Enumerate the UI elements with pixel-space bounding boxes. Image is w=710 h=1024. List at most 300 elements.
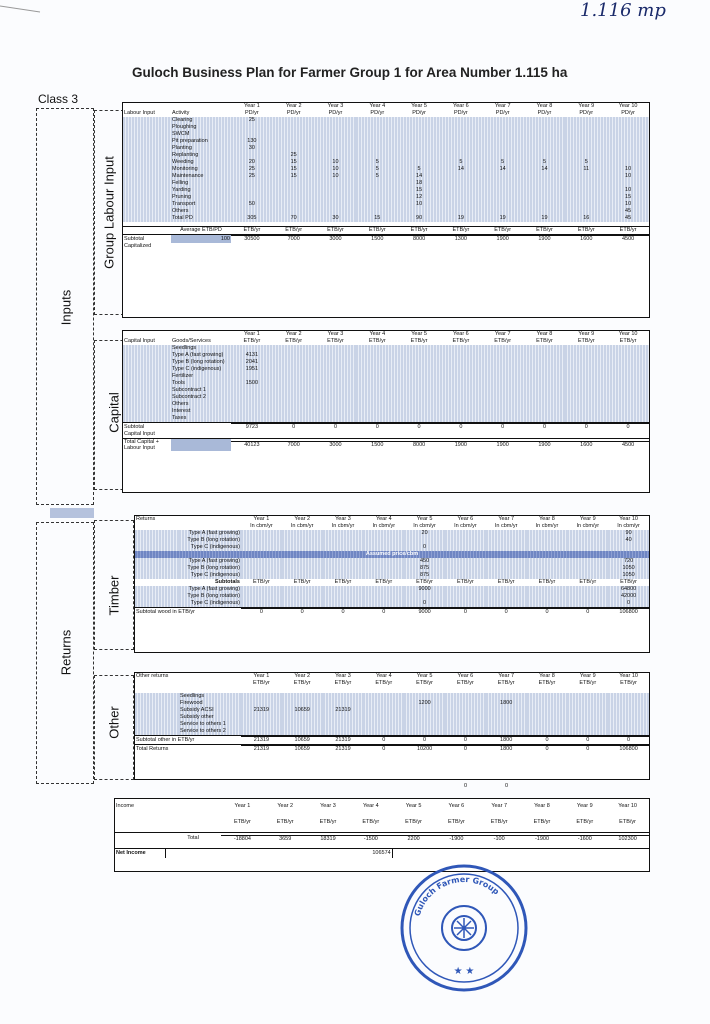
value-cell	[445, 558, 486, 565]
value-cell: 102300	[606, 835, 649, 843]
unit-header: ETB/yr	[447, 819, 465, 826]
returns-label: Returns	[58, 629, 74, 676]
value-cell: 10	[607, 187, 649, 194]
value-cell	[282, 728, 323, 736]
value-cell: 1050	[608, 565, 649, 572]
value-cell	[608, 700, 649, 707]
year-header: Year 6	[448, 802, 465, 809]
value-cell: 9000	[404, 609, 445, 617]
value-cell	[323, 600, 364, 608]
value-cell	[323, 593, 364, 600]
value-cell	[524, 408, 566, 415]
table-row	[135, 707, 649, 714]
unit-header: ETB/yr	[579, 680, 597, 687]
value-cell	[524, 352, 566, 359]
unit-header: ETB/yr	[285, 338, 303, 345]
value-cell: 10	[607, 173, 649, 180]
value-cell: 21319	[241, 737, 282, 745]
value-cell	[273, 180, 315, 187]
value-cell: 0	[363, 746, 404, 754]
value-cell: 7000	[273, 236, 315, 244]
unit-header: ETB/yr	[243, 338, 261, 345]
value-cell: 450	[404, 558, 445, 565]
value-cell	[315, 345, 357, 352]
value-cell	[608, 728, 649, 736]
year-header: Year 9	[578, 103, 595, 110]
timber-subtotals-label: Subtotals	[214, 579, 240, 586]
value-cell	[398, 159, 440, 166]
value-cell	[527, 572, 568, 579]
value-cell	[527, 721, 568, 728]
row-label: Type B (long rotation)	[179, 537, 241, 544]
value-cell	[607, 124, 649, 131]
value-cell: 0	[608, 737, 649, 745]
value-cell	[445, 537, 486, 544]
value-cell	[486, 565, 527, 572]
value-cell	[440, 180, 482, 187]
value-cell	[273, 124, 315, 131]
value-cell: 0	[565, 424, 607, 432]
table-row	[123, 380, 649, 387]
value-cell: 30500	[231, 236, 273, 244]
value-cell	[273, 408, 315, 415]
unit-header: In cbm/yr	[413, 523, 436, 530]
value-cell	[607, 387, 649, 394]
value-cell	[282, 600, 323, 608]
table-row	[123, 187, 649, 194]
value-cell	[486, 707, 527, 714]
value-cell	[404, 714, 445, 721]
value-cell	[282, 572, 323, 579]
value-cell	[440, 359, 482, 366]
labour-corner: Labour Input	[124, 110, 155, 117]
value-cell: 0	[445, 737, 486, 745]
value-cell: 0	[607, 424, 649, 432]
unit-header: ETB/yr	[538, 579, 556, 586]
unit-header: ETB/yr	[293, 680, 311, 687]
table-row	[123, 345, 649, 352]
value-cell	[363, 600, 404, 608]
unit-header: ETB/yr	[577, 338, 595, 345]
value-cell: 106800	[608, 746, 649, 754]
value-cell	[356, 194, 398, 201]
year-header: Year 2	[294, 516, 311, 523]
value-cell: 4131	[231, 352, 273, 359]
value-cell	[282, 586, 323, 593]
value-cell: 0	[527, 609, 568, 617]
value-cell: 50	[231, 201, 273, 208]
value-cell: 10	[315, 173, 357, 180]
row-label: Service to others 1	[179, 721, 241, 728]
value-cell: 1800	[486, 746, 527, 754]
value-cell: 4500	[607, 442, 649, 450]
year-header: Year 5	[416, 516, 433, 523]
value-cell: 0	[315, 424, 357, 432]
table-row	[135, 544, 649, 551]
table-row	[123, 401, 649, 408]
year-header: Year 9	[576, 802, 593, 809]
value-cell: 0	[363, 737, 404, 745]
row-label: Type A (fast growing)	[179, 530, 241, 537]
value-cell: 5	[565, 159, 607, 166]
value-cell	[607, 380, 649, 387]
year-header: Year 8	[534, 802, 550, 809]
row-label: Others	[171, 208, 231, 215]
value-cell	[486, 593, 527, 600]
value-cell: 1900	[524, 236, 566, 244]
value-cell: 25	[231, 117, 273, 124]
unit-header: ETB/yr	[416, 579, 433, 586]
value-cell	[241, 537, 282, 544]
value-cell	[445, 707, 486, 714]
table-row	[123, 387, 649, 394]
value-cell	[524, 394, 566, 401]
value-cell	[524, 124, 566, 131]
value-cell	[241, 558, 282, 565]
value-cell	[440, 138, 482, 145]
value-cell	[524, 373, 566, 380]
value-cell	[482, 366, 524, 373]
value-cell	[356, 366, 398, 373]
value-cell	[363, 782, 404, 790]
unit-header: ETB/yr	[538, 680, 556, 687]
year-header: Year 4	[375, 673, 392, 680]
year-header: Year 6	[457, 673, 474, 680]
year-header: Year 8	[536, 103, 553, 110]
value-cell	[527, 558, 568, 565]
year-header: Year 3	[335, 516, 351, 523]
value-cell: 0	[241, 609, 282, 617]
value-cell	[315, 380, 357, 387]
value-cell	[282, 721, 323, 728]
goods-head: Goods/Services	[172, 338, 211, 345]
year-header: Year 1	[244, 331, 260, 338]
value-cell: 875	[404, 565, 445, 572]
timber-table	[134, 515, 650, 653]
value-cell: 45	[607, 208, 649, 215]
value-cell	[323, 558, 364, 565]
value-cell	[231, 131, 273, 138]
value-cell	[363, 537, 404, 544]
value-cell	[241, 586, 282, 593]
value-cell	[231, 180, 273, 187]
class-label: Class 3	[38, 92, 79, 106]
value-cell	[231, 345, 273, 352]
unit-header: ETB/yr	[456, 579, 474, 586]
unit-header: ETB/yr	[576, 819, 594, 826]
value-cell: 0	[567, 737, 608, 745]
unit-header: ETB/yr	[456, 680, 474, 687]
table-row	[135, 586, 649, 593]
value-cell	[363, 572, 404, 579]
row-label: Subsidy other	[179, 714, 241, 721]
value-cell: 720	[608, 558, 649, 565]
value-cell	[568, 782, 609, 790]
value-cell	[567, 728, 608, 736]
value-cell: 10	[607, 201, 649, 208]
capital-table	[122, 330, 650, 493]
value-cell	[398, 124, 440, 131]
value-cell	[607, 394, 649, 401]
value-cell	[482, 380, 524, 387]
value-cell	[567, 572, 608, 579]
value-cell	[607, 408, 649, 415]
table-row	[123, 166, 649, 173]
value-cell	[440, 352, 482, 359]
value-cell	[273, 387, 315, 394]
value-cell	[231, 394, 273, 401]
value-cell	[356, 138, 398, 145]
table-row	[123, 201, 649, 208]
table-row	[135, 572, 649, 579]
table-row	[135, 593, 649, 600]
unit-header: ETB/yr	[375, 579, 393, 586]
value-cell	[241, 544, 282, 551]
value-cell	[445, 530, 486, 537]
unit-header: In cbm/yr	[372, 523, 396, 530]
total-capital-shade	[171, 439, 231, 452]
value-cell	[445, 544, 486, 551]
unit-header: ETB/yr	[620, 680, 637, 687]
table-row	[123, 145, 649, 152]
value-cell: -100	[478, 835, 521, 843]
value-cell	[445, 728, 486, 736]
value-cell	[524, 187, 566, 194]
value-cell	[565, 387, 607, 394]
value-cell: 0	[527, 746, 568, 754]
value-cell	[315, 359, 357, 366]
value-cell: 30	[231, 145, 273, 152]
separator-block	[50, 508, 94, 518]
value-cell	[273, 345, 315, 352]
value-cell	[565, 394, 607, 401]
value-cell	[356, 373, 398, 380]
value-cell: -1900	[435, 835, 478, 843]
unit-header: ETB/yr	[233, 819, 251, 826]
year-header: Year 7	[498, 516, 515, 523]
value-cell	[567, 721, 608, 728]
value-cell	[315, 117, 357, 124]
value-cell	[524, 380, 566, 387]
value-cell: 1500	[356, 236, 398, 244]
value-cell	[356, 152, 398, 159]
value-cell	[273, 117, 315, 124]
value-cell	[607, 401, 649, 408]
year-header: Year 10	[619, 516, 638, 523]
value-cell	[482, 345, 524, 352]
value-cell	[482, 408, 524, 415]
timber-corner: Returns	[136, 516, 156, 523]
value-cell	[323, 728, 364, 736]
value-cell	[486, 600, 527, 608]
year-header: Year 4	[369, 103, 386, 110]
value-cell: 3659	[264, 835, 307, 843]
value-cell	[607, 180, 649, 187]
value-cell	[486, 586, 527, 593]
value-cell	[231, 208, 273, 215]
unit-header: PD/yr	[537, 110, 552, 117]
value-cell: 1900	[524, 442, 566, 450]
value-cell	[445, 586, 486, 593]
value-cell	[282, 593, 323, 600]
value-cell	[565, 194, 607, 201]
table-row	[123, 359, 649, 366]
year-header: Year 6	[457, 516, 474, 523]
value-cell	[398, 401, 440, 408]
year-header: Year 9	[579, 516, 596, 523]
value-cell	[567, 565, 608, 572]
year-header: Year 4	[375, 516, 392, 523]
year-header: Year 10	[618, 331, 638, 338]
row-label: Type C (indigenous)	[171, 366, 231, 373]
unit-header: ETB/yr	[452, 338, 470, 345]
value-cell	[565, 208, 607, 215]
unit-header: ETB/yr	[398, 227, 440, 235]
value-cell	[445, 721, 486, 728]
value-cell	[440, 401, 482, 408]
unit-header: In cbm/yr	[331, 523, 355, 530]
value-cell	[482, 208, 524, 215]
value-cell: 1800	[486, 737, 527, 745]
row-label: Others	[171, 401, 231, 408]
table-row	[135, 721, 649, 728]
row-label: Subcontract 1	[171, 387, 231, 394]
value-cell: 0	[356, 424, 398, 432]
value-cell	[231, 152, 273, 159]
value-cell: 16	[565, 215, 607, 222]
table-row	[123, 159, 649, 166]
value-cell: 5	[482, 159, 524, 166]
value-cell	[482, 145, 524, 152]
income-corner: Income	[116, 802, 135, 809]
value-cell	[231, 401, 273, 408]
capital-corner: Capital Input	[124, 338, 155, 345]
row-label: Felling	[171, 180, 231, 187]
value-cell: 1951	[231, 366, 273, 373]
value-cell	[241, 714, 282, 721]
unit-header: PD/yr	[621, 110, 635, 117]
value-cell: 0	[440, 424, 482, 432]
year-header: Year 5	[416, 673, 433, 680]
unit-header: ETB/yr	[524, 227, 566, 235]
row-label: Type C (indigenous)	[179, 600, 241, 608]
value-cell	[567, 544, 608, 551]
value-cell	[440, 201, 482, 208]
value-cell	[404, 728, 445, 736]
value-cell	[440, 131, 482, 138]
handwritten-note: 1.116 mp	[580, 0, 666, 21]
value-cell	[524, 152, 566, 159]
value-cell	[527, 530, 568, 537]
unit-header: PD/yr	[454, 110, 468, 117]
year-header: Year 7	[494, 331, 511, 338]
unit-header: ETB/yr	[565, 227, 607, 235]
value-cell	[482, 152, 524, 159]
value-cell	[482, 373, 524, 380]
row-label: Subsidy ACSI	[179, 707, 241, 714]
value-cell	[565, 401, 607, 408]
value-cell	[315, 208, 357, 215]
value-cell	[527, 565, 568, 572]
table-row	[123, 215, 649, 222]
value-cell	[524, 201, 566, 208]
year-header: Year 2	[277, 802, 294, 809]
value-cell	[565, 124, 607, 131]
value-cell: 1500	[356, 442, 398, 450]
value-cell: 21319	[241, 707, 282, 714]
table-row	[123, 408, 649, 415]
value-cell	[527, 782, 568, 790]
value-cell: 11	[565, 166, 607, 173]
value-cell	[273, 187, 315, 194]
unit-header: ETB/yr	[362, 819, 380, 826]
value-cell	[363, 700, 404, 707]
value-cell	[527, 714, 568, 721]
value-cell	[565, 359, 607, 366]
value-cell	[445, 572, 486, 579]
value-cell: 5	[356, 166, 398, 173]
value-cell: 5	[398, 166, 440, 173]
value-cell	[231, 408, 273, 415]
value-cell	[323, 714, 364, 721]
value-cell: 0	[398, 424, 440, 432]
value-cell	[315, 180, 357, 187]
value-cell	[404, 707, 445, 714]
value-cell	[398, 131, 440, 138]
value-cell	[440, 387, 482, 394]
value-cell	[356, 145, 398, 152]
value-cell: 0	[445, 746, 486, 754]
value-cell	[445, 600, 486, 608]
value-cell	[282, 693, 323, 700]
value-cell: 15	[273, 173, 315, 180]
value-cell	[273, 394, 315, 401]
table-row	[135, 530, 649, 537]
value-cell	[565, 145, 607, 152]
unit-header: ETB/yr	[273, 227, 315, 235]
value-cell: 10659	[282, 707, 323, 714]
unit-header: ETB/yr	[619, 819, 636, 826]
value-cell: 3000	[315, 442, 357, 450]
capitalized-label: Capitalized	[124, 243, 152, 249]
value-cell	[356, 394, 398, 401]
value-cell	[363, 714, 404, 721]
value-cell: 64800	[608, 586, 649, 593]
table-row	[135, 728, 649, 736]
value-cell: 0	[404, 544, 445, 551]
value-cell	[356, 387, 398, 394]
value-cell: 10	[607, 166, 649, 173]
value-cell	[231, 124, 273, 131]
value-cell	[315, 194, 357, 201]
value-cell: 9723	[231, 424, 273, 432]
value-cell	[323, 544, 364, 551]
value-cell	[608, 714, 649, 721]
value-cell	[363, 707, 404, 714]
value-cell	[356, 117, 398, 124]
value-cell	[323, 530, 364, 537]
value-cell: 45	[607, 215, 649, 222]
year-header: Year 9	[579, 673, 596, 680]
year-header: Year 3	[335, 673, 351, 680]
value-cell	[440, 373, 482, 380]
value-cell	[273, 194, 315, 201]
value-cell: 0	[363, 609, 404, 617]
value-cell: 10	[315, 159, 357, 166]
value-cell	[273, 145, 315, 152]
value-cell	[315, 401, 357, 408]
value-cell	[524, 387, 566, 394]
